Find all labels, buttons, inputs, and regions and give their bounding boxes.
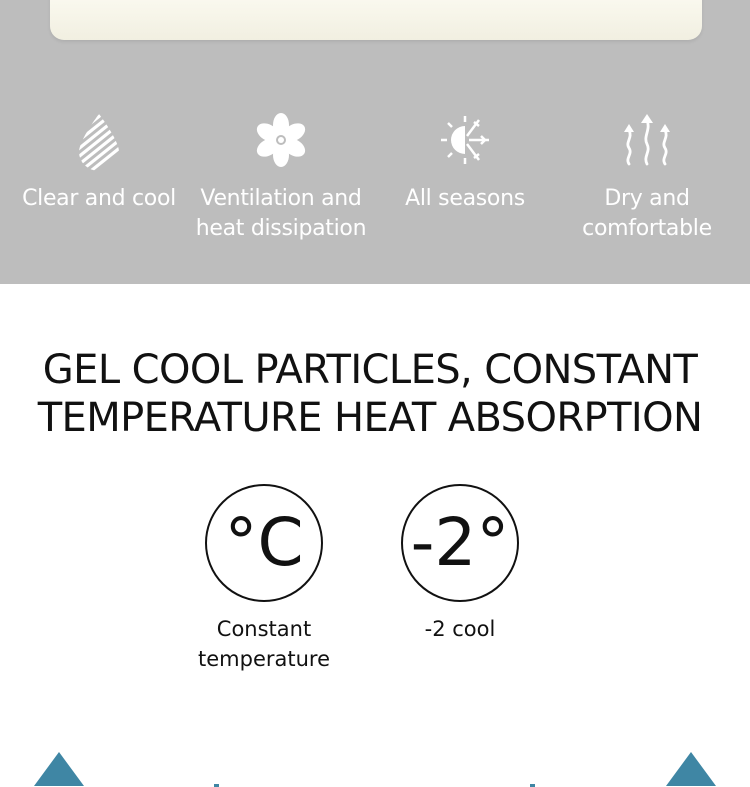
feature-label: Ventilation and heat dissipation	[195, 186, 367, 241]
feature-band	[0, 0, 750, 284]
feature-label: Clear and cool	[22, 186, 176, 211]
minus-two-degree-badge: -2°	[401, 484, 519, 602]
badge-caption-line-1: Constant	[216, 617, 312, 641]
feature-ventilation	[186, 112, 376, 244]
badge-caption	[189, 614, 339, 674]
headline-line-2: TEMPERATURE HEAT ABSORPTION	[37, 395, 703, 441]
badge-caption-line-2: temperature	[198, 647, 330, 671]
feature-all-seasons	[370, 112, 560, 214]
feature-clear-and-cool	[4, 112, 194, 214]
triangle-left-icon	[34, 752, 84, 786]
headline-line-1: GEL COOL PARTICLES, CONSTANT	[42, 347, 698, 393]
mattress-image	[50, 0, 702, 40]
sun-snowflake-icon	[370, 112, 560, 172]
feature-dry-and-comfortable	[552, 112, 742, 244]
headline	[0, 346, 740, 442]
badge-constant-temperature	[189, 484, 339, 674]
triangle-right-icon	[666, 752, 716, 786]
droplet-icon	[4, 112, 194, 172]
badge-minus-two-cool	[385, 484, 535, 644]
celsius-badge: °C	[205, 484, 323, 602]
feature-label: Dry and comfortable	[582, 186, 712, 241]
fan-icon	[186, 112, 376, 172]
rising-steam-icon	[552, 112, 742, 172]
badge-caption	[385, 614, 535, 644]
badge-caption-line-1: -2 cool	[424, 617, 496, 641]
feature-label: All seasons	[405, 186, 525, 211]
